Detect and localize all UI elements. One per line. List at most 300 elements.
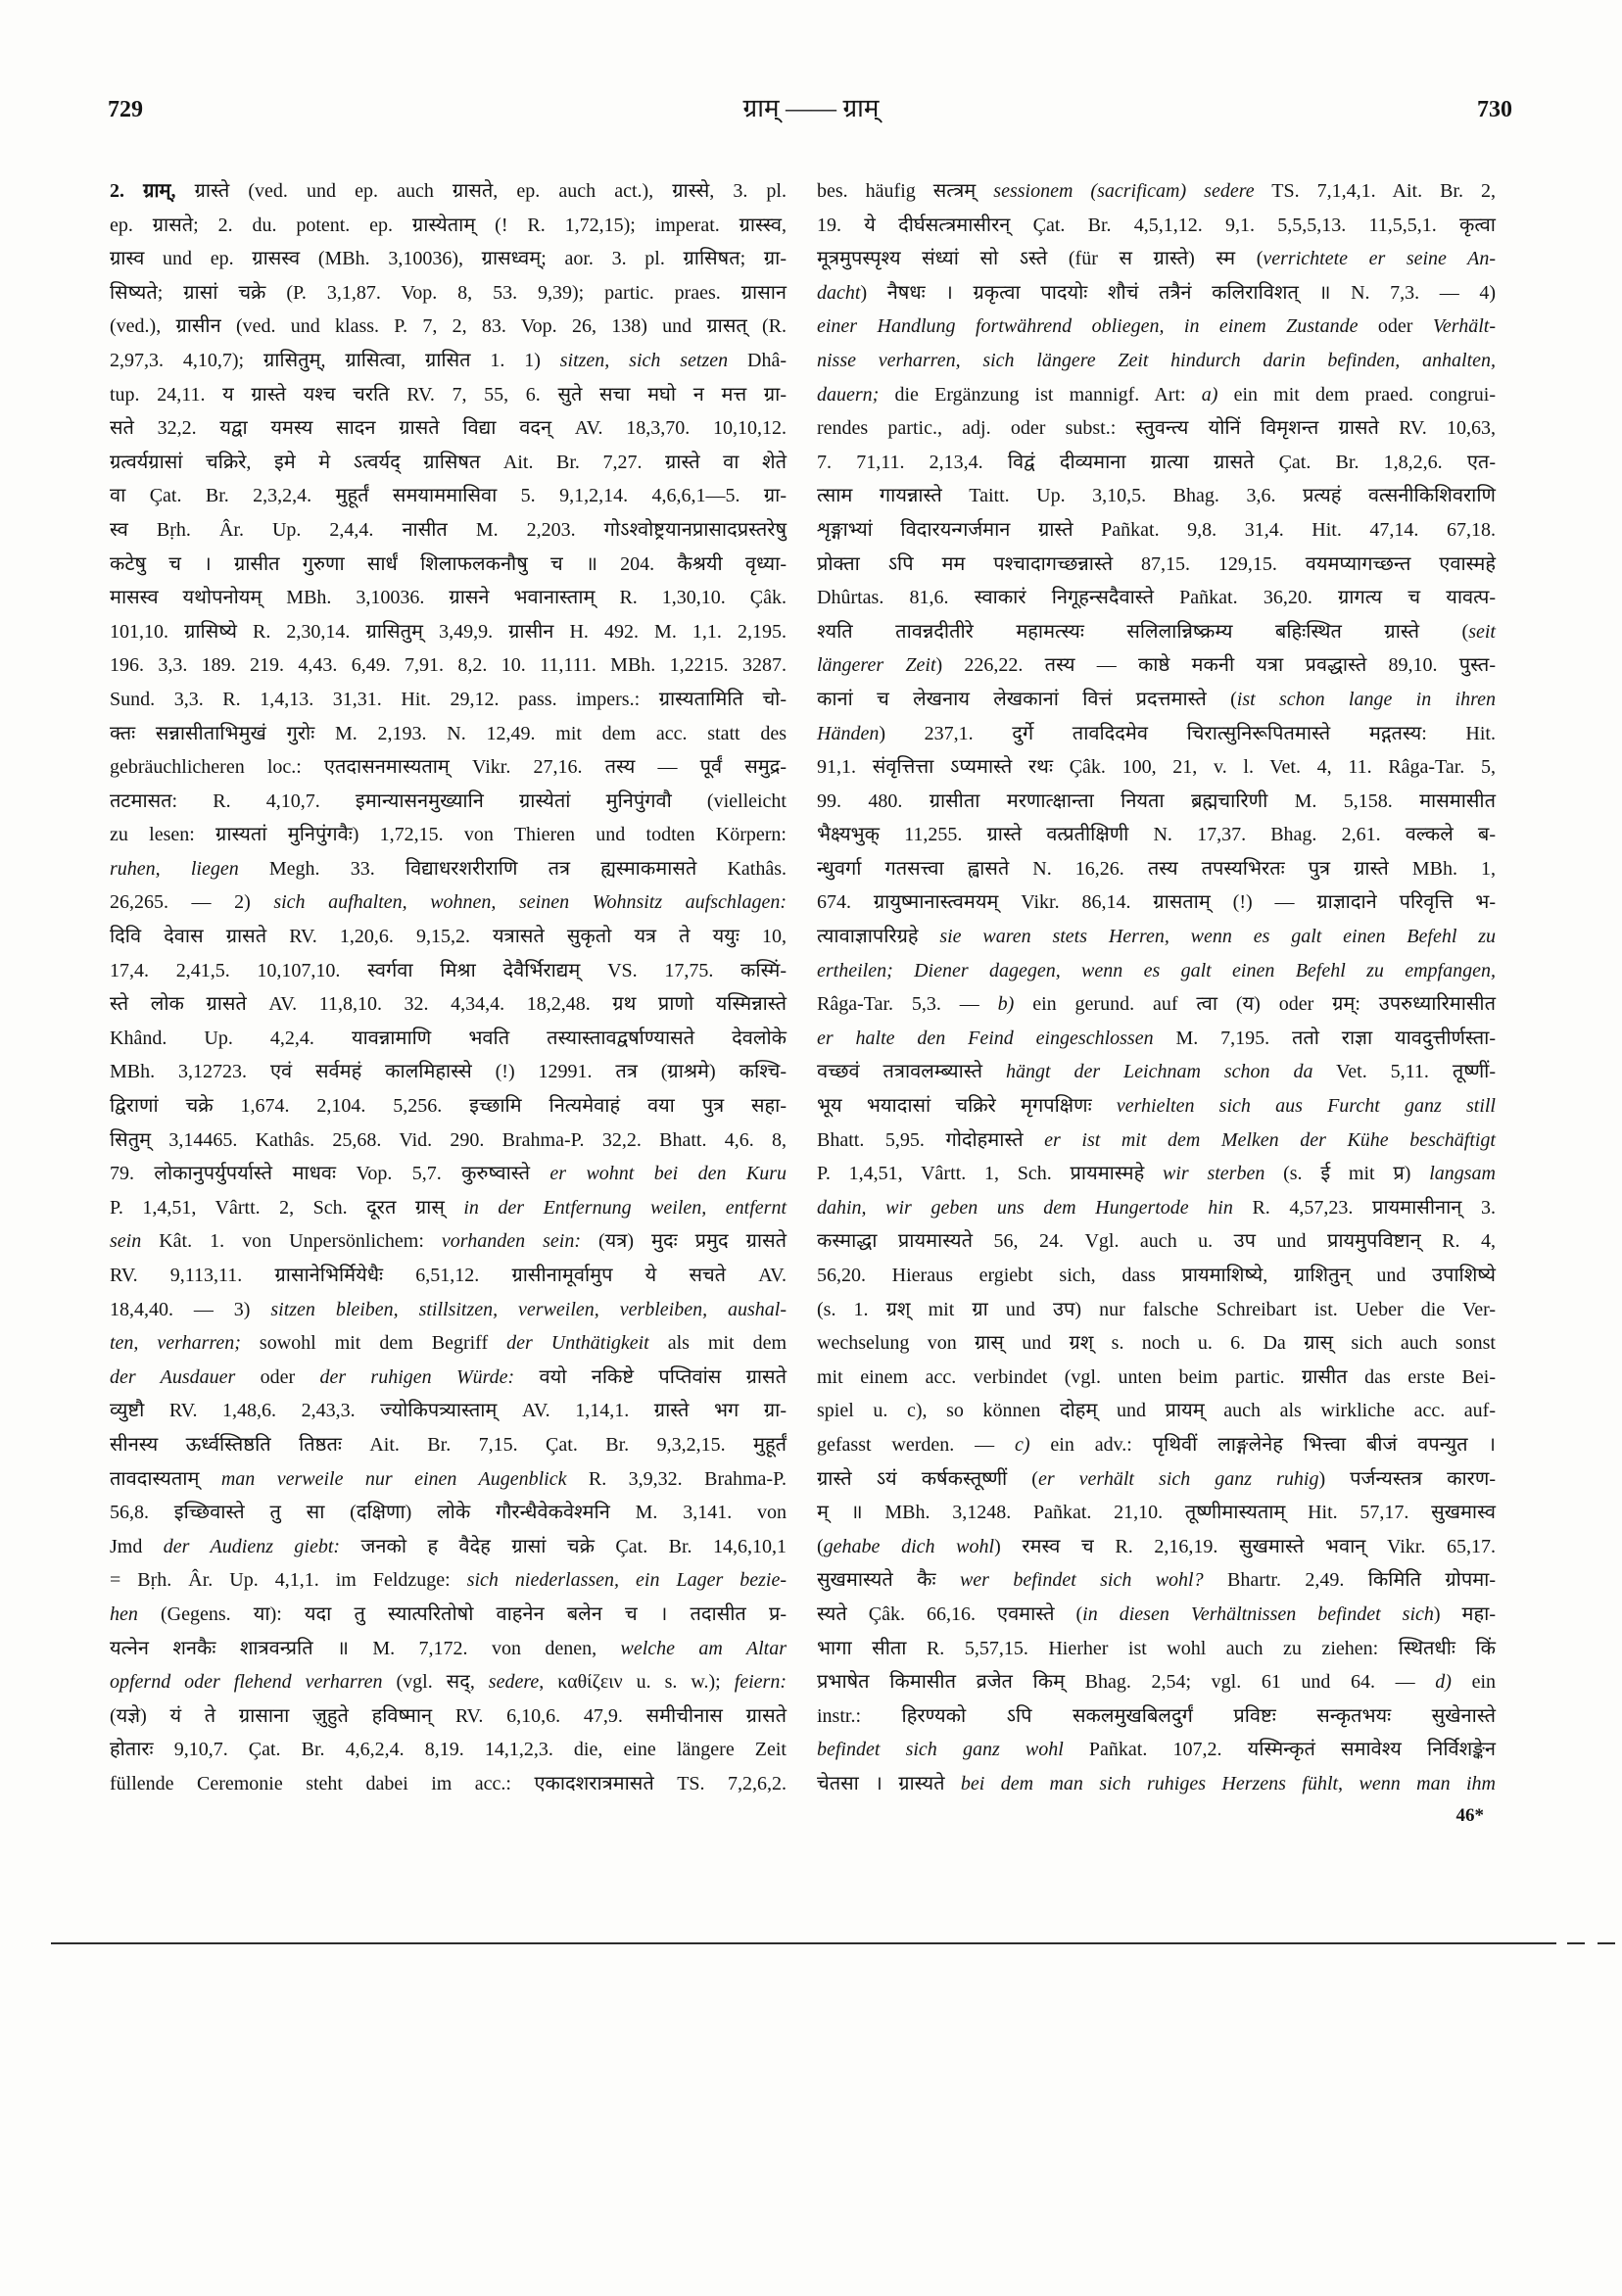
text-run: ein: [1451, 1671, 1496, 1694]
line-content: क्तः सन्नासीताभिमुखं गुरोः M. 2,193. N. 12,49. mit dem acc. statt des: [110, 722, 787, 744]
line-content: gebräuchlicheren loc.: एतदासनमास्यताम् Vikr. 27,16. तस्य — पूर्वं समुद्र-: [110, 756, 787, 779]
text-run: वयो नकिष्टे पप्तिवांस ग्रासते: [514, 1365, 787, 1388]
line-content: [817, 1157, 1496, 1191]
text-line: [110, 513, 787, 548]
text-run: ) पर्जन्यस्तत्र कारण-: [1318, 1467, 1496, 1490]
line-content: न्धुवर्गा गतसत्त्वा ह्वासते N. 16,26. तस्य तपस्यभिरतः पुत्र ग्रास्ते MBh. 1,: [817, 857, 1496, 880]
text-run: 79. लोकानुपर्युपर्यास्ते माधवः Vop. 5,7. कुरुष्वास्ते: [110, 1163, 550, 1185]
text-run: ) नैषधः । ग्रकृत्वा पादयोः शौचं तत्रैनं कलिराविशत् ॥ N. 7,3. — 4): [860, 281, 1496, 304]
line-content: भागा सीता R. 5,57,15. Hierher ist wohl auch zu ziehen: स्थितधीः किं: [817, 1637, 1496, 1659]
text-run: ein mit dem praed. congrui-: [1217, 383, 1496, 406]
text-line: [817, 1530, 1496, 1564]
italic-gloss: der Ausdauer: [110, 1365, 236, 1388]
line-content: [110, 1361, 787, 1395]
line-content: [110, 1191, 787, 1225]
italic-gloss: sedere: [488, 1671, 540, 1694]
line-content: तटमासत: R. 4,10,7. इमान्यासनमुख्यानि ग्रास्येतां मुनिपुंगवौ (vielleicht: [110, 789, 787, 812]
text-line: [817, 683, 1496, 717]
text-line: [110, 1598, 787, 1632]
text-run: सुखमास्यते कैः: [817, 1569, 960, 1592]
text-line: [817, 276, 1496, 311]
text-line: [110, 885, 787, 920]
line-content: [817, 1530, 1496, 1564]
text-line: [110, 378, 787, 412]
text-run: sowohl mit dem Begriff: [240, 1332, 507, 1355]
text-line: [817, 513, 1496, 548]
text-line: [110, 987, 787, 1022]
line-content: स्व Bṛh. Âr. Up. 2,4,4. नासीत M. 2,203. गोऽश्वोष्ट्रयानप्रासादप्रस्तरेषु: [110, 518, 787, 541]
text-run: R. 4,57,23. प्रायमासीनान् 3.: [1232, 1196, 1496, 1219]
italic-gloss: er verhält sich ganz ruhig: [1037, 1467, 1319, 1490]
italic-gloss: Händen: [817, 722, 880, 744]
text-run: P. 1,4,51, Vârtt. 2, Sch. दूरत ग्रास्: [110, 1196, 464, 1219]
text-line: [817, 1089, 1496, 1124]
italic-gloss: dahin, wir geben uns dem Hungertode hin: [817, 1196, 1233, 1219]
line-content: सितुम् 3,14465. Kathâs. 25,68. Vid. 290. Brahma-P. 32,2. Bhatt. 4,6. 8,: [110, 1128, 787, 1151]
text-run: oder: [235, 1365, 320, 1388]
italic-gloss: opfernd oder flehend verharren: [110, 1671, 383, 1694]
left-column: [110, 174, 787, 1801]
text-line: [817, 1563, 1496, 1598]
text-run: स्यते Çâk. 66,16. एवमास्ते (: [817, 1602, 1083, 1625]
text-line: [817, 1055, 1496, 1089]
italic-gloss: sich niederlassen, ein Lager bezie-: [466, 1569, 787, 1592]
italic-gloss: längerer Zeit: [817, 654, 936, 677]
text-line: [817, 1767, 1496, 1801]
text-run: , καθίζειν u. s. w.);: [539, 1671, 735, 1694]
line-content: [817, 920, 1496, 954]
text-line: [110, 1462, 787, 1497]
italic-gloss: ertheilen; Diener dagegen, wenn es galt einen Befehl zu empfangen,: [817, 959, 1496, 981]
text-line: [110, 1563, 787, 1598]
text-run: (vgl. सद्,: [382, 1671, 489, 1694]
text-line: [110, 1767, 787, 1801]
text-run: ) 226,22. तस्य — काष्ठे मकनी यत्रा प्रवद्धास्ते 89,10. पुस्त-: [935, 654, 1496, 677]
text-line: [817, 548, 1496, 582]
text-line: [110, 1191, 787, 1225]
italic-gloss: einer Handlung fortwährend obliegen, in einem Zustande: [817, 315, 1359, 338]
italic-gloss: seit: [1468, 620, 1496, 643]
text-line: [110, 852, 787, 886]
text-line: [817, 1124, 1496, 1158]
text-line: [817, 310, 1496, 344]
text-run: प्रभाषेत किमासीत व्रजेत किम् Bhag. 2,54; vgl. 61 und 64. —: [817, 1671, 1436, 1694]
line-content: सते 32,2. यद्वा यमस्य सादन ग्रासते विद्या वदन् AV. 18,3,70. 10,10,12.: [110, 417, 787, 440]
text-line: [817, 818, 1496, 852]
line-content: [817, 1462, 1496, 1497]
italic-gloss: hängt der Leichnam schon da: [1005, 1061, 1313, 1083]
line-content: [817, 987, 1496, 1022]
text-line: [110, 1089, 787, 1124]
line-content: शृङ्गाभ्यां विदारयन्गर्जमान ग्रास्ते Pañkat. 9,8. 31,4. Hit. 47,14. 67,18.: [817, 518, 1496, 541]
text-line: [110, 310, 787, 344]
text-line: [110, 1530, 787, 1564]
text-run: श्यति तावन्नदीतीरे महामत्स्यः सलिलान्निष्क्रम्य बहिःस्थित ग्रास्ते (: [817, 620, 1469, 643]
line-content: [817, 1089, 1496, 1124]
line-content: मासस्व यथोपनोयम् MBh. 3,10036. ग्रासने भवानास्ताम् R. 1,30,10. Çâk.: [110, 587, 787, 609]
line-content: [817, 1022, 1496, 1056]
text-line: [817, 1361, 1496, 1395]
line-content: ep. ग्रासते; 2. du. potent. ep. ग्रास्येताम् (! R. 1,72,15); imperat. ग्रास्स्व,: [110, 214, 787, 236]
line-content: [817, 1055, 1496, 1089]
text-line: [110, 1428, 787, 1462]
text-line: [110, 1361, 787, 1395]
text-run: ) महा-: [1433, 1602, 1496, 1625]
line-content: [817, 954, 1496, 988]
line-content: spiel u. c), so können दोहम् und प्रायम् auch als wirkliche acc. auf-: [817, 1400, 1496, 1422]
text-line: [110, 548, 787, 582]
line-content: instr.: हिरण्यको ऽपि सकलमुखबिलदुर्गं प्रविष्टः सन्कृतभयः सुखेनास्ते: [817, 1704, 1496, 1727]
line-content: [817, 378, 1496, 412]
text-line: [110, 446, 787, 480]
text-run: = Bṛh. Âr. Up. 4,1,1. im Feldzuge:: [110, 1569, 467, 1592]
italic-gloss: welche am Altar: [620, 1637, 787, 1659]
text-run: चेतसा । ग्रास्यते: [817, 1772, 961, 1794]
line-content: 56,8. इच्छिवास्ते तु सा (दक्षिणा) लोके गौरन्धैवेकवेश्मनि M. 3,141. von: [110, 1502, 787, 1524]
text-run: (: [817, 1535, 824, 1557]
line-content: प्रोक्ता ऽपि मम पश्चादागच्छन्नास्ते 87,15. 129,15. वयमप्यागच्छन्त एवास्महे: [817, 552, 1496, 575]
text-line: [110, 717, 787, 751]
text-line: [110, 1326, 787, 1361]
line-content: füllende Ceremonie steht dabei im acc.: एकादशरात्रमासते TS. 7,2,6,2.: [110, 1772, 787, 1794]
bottom-rule-dash: [1567, 1942, 1585, 1944]
line-content: [817, 1767, 1496, 1801]
text-line: [817, 479, 1496, 513]
italic-gloss: ruhen, liegen: [110, 857, 239, 880]
italic-gloss: sie waren stets Herren, wenn es galt einen Befehl zu: [939, 926, 1496, 948]
text-line: [110, 920, 787, 954]
line-content: [817, 615, 1496, 649]
italic-gloss: der Unthätigkeit: [506, 1332, 649, 1355]
italic-gloss: nisse verharren, sich längere Zeit hindurch darin befinden, anhalten,: [817, 349, 1496, 371]
italic-gloss: ten, verharren;: [110, 1332, 241, 1355]
text-line: [817, 1428, 1496, 1462]
line-content: 99. 480. ग्रासीता मरणात्क्षान्ता नियता ब्रह्मचारिणी M. 5,158. मासमासीत: [817, 789, 1496, 812]
line-content: व्युष्टौ RV. 1,48,6. 2,43,3. ज्योकिपत्र्यास्ताम् AV. 1,14,1. ग्रास्ते भग ग्रा-: [110, 1400, 787, 1422]
line-content: [110, 1530, 787, 1564]
page-number-left: 729: [108, 97, 143, 122]
line-content: 101,10. ग्रासिष्ये R. 2,30,14. ग्रासितुम् 3,49,9. ग्रासीन H. 492. M. 1,1. 2,195.: [110, 620, 787, 643]
text-run: bes. häufig सत्त्रम्: [817, 180, 994, 202]
line-content: म् ॥ MBh. 3,1248. Pañkat. 21,10. तूष्णीमास्यताम् Hit. 57,17. सुखमास्व: [817, 1502, 1496, 1524]
italic-gloss: wer befindet sich wohl?: [959, 1569, 1204, 1592]
italic-gloss: der Audienz giebt:: [163, 1535, 341, 1557]
text-line: [817, 1733, 1496, 1767]
text-run: oder: [1358, 315, 1433, 338]
text-line: [110, 1632, 787, 1666]
text-line: [817, 1224, 1496, 1259]
italic-gloss: befindet sich ganz wohl: [817, 1739, 1064, 1761]
text-line: [110, 683, 787, 717]
text-line: [817, 717, 1496, 751]
line-content: [817, 717, 1496, 751]
line-content: दिवि देवास ग्रासते RV. 1,20,6. 9,15,2. यत्रासते सुकृतो यत्र ते ययुः 10,: [110, 926, 787, 948]
text-line: [110, 648, 787, 683]
text-line: [110, 209, 787, 243]
italic-gloss: sitzen, sich setzen: [559, 349, 729, 371]
text-run: 26,265. — 2): [110, 891, 274, 914]
text-run: als mit dem: [648, 1332, 787, 1355]
text-line: [817, 1632, 1496, 1666]
line-content: 19. ये दीर्घसत्त्रमासीरन् Çat. Br. 4,5,1,12. 9,1. 5,5,5,13. 11,5,5,1. कृत्वा: [817, 214, 1496, 236]
text-line: [817, 1394, 1496, 1428]
text-line: [817, 987, 1496, 1022]
text-line: [817, 1022, 1496, 1056]
text-run: Bhartr. 2,49. किमिति ग्रोपमा-: [1203, 1569, 1496, 1592]
text-line: [110, 785, 787, 819]
line-content: [817, 1598, 1496, 1632]
text-line: [817, 1157, 1496, 1191]
text-run: ग्रास्ते (ved. und ep. auch ग्रासते, ep. auch act.), ग्रास्से, 3. pl.: [175, 180, 787, 202]
text-run: Megh. 33. विद्याधरशरीराणि तत्र ह्यस्माकमासते Kathâs.: [238, 857, 787, 880]
italic-gloss: d): [1435, 1671, 1452, 1694]
text-run: 2,97,3. 4,10,7); ग्रासितुम्, ग्रासित्वा, ग्रासित 1. 1): [110, 349, 560, 371]
italic-gloss: wir sterben: [1162, 1163, 1265, 1185]
text-line: [817, 1699, 1496, 1734]
line-content: [817, 310, 1496, 344]
text-run: Bhatt. 5,95. गोदोहमास्ते: [817, 1128, 1045, 1151]
text-line: [110, 1055, 787, 1089]
line-content: कस्माद्धा प्रायमास्यते 56, 24. Vgl. auch u. उप und प्रायमुपविष्टान् R. 4,: [817, 1230, 1496, 1253]
text-run: Dhâ-: [728, 349, 787, 371]
line-content: होतारः 9,10,7. Çat. Br. 4,6,2,4. 8,19. 14,1,2,3. die, eine längere Zeit: [110, 1739, 787, 1761]
italic-gloss: sich aufhalten, wohnen, seinen Wohnsitz aufschlagen:: [273, 891, 787, 914]
line-content: 7. 71,11. 2,13,4. विद्वं दीव्यमाना ग्रात्या ग्रासते Çat. Br. 1,8,2,6. एत-: [817, 451, 1496, 473]
italic-gloss: sein: [110, 1230, 142, 1253]
line-content: 91,1. संवृत्तित्ता ऽप्यमास्ते रथः Çâk. 100, 21, v. l. Vet. 4, 11. Râga-Tar. 5,: [817, 756, 1496, 779]
text-run: ) 237,1. दुर्गे तावदिदमेव चिरात्सुनिरूपितमास्ते मद्गतस्य: Hit.: [879, 722, 1496, 744]
text-run: यत्नेन शनकैः शात्रवन्प्रति ॥ M. 7,172. von denen,: [110, 1637, 621, 1659]
text-run: (Gegens. या): यदा तु स्यात्परितोषो वाहनेन बलेन च । तदासीत प्र-: [137, 1602, 787, 1625]
text-run: त्यावाज्ञापरिग्रहे: [817, 926, 940, 948]
text-run: Vet. 5,11. तूष्णीं-: [1312, 1061, 1496, 1083]
line-content: 56,20. Hieraus ergiebt sich, dass प्रायमाशिष्ये, ग्राशितुन् und उपाशिष्ये: [817, 1265, 1496, 1286]
line-content: [817, 276, 1496, 311]
line-content: wechselung von ग्रास् und ग्रश् s. noch u. 6. Da ग्रास् sich auch sonst: [817, 1332, 1496, 1355]
text-run: 18,4,40. — 3): [110, 1298, 271, 1320]
text-line: [110, 615, 787, 649]
italic-gloss: Verhält-: [1432, 315, 1496, 338]
italic-gloss: in der Entfernung weilen, entfernt: [463, 1196, 787, 1219]
line-content: सिष्यते; ग्रासां चक्रे (P. 3,1,87. Vop. 8, 53. 9,39); partic. praes. ग्रासान: [110, 281, 787, 304]
italic-gloss: er ist mit dem Melken der Kühe beschäftigt: [1044, 1128, 1496, 1151]
text-line: [817, 954, 1496, 988]
line-content: [817, 344, 1496, 378]
italic-gloss: in diesen Verhältnissen befindet sich: [1082, 1602, 1434, 1625]
text-line: [110, 242, 787, 276]
text-line: [817, 174, 1496, 209]
text-line: [817, 648, 1496, 683]
line-content: [110, 885, 787, 920]
line-content: त्साम गायन्नास्ते Taitt. Up. 3,10,5. Bhag. 3,6. प्रत्यहं वत्सनीकिशिवराणि: [817, 485, 1496, 507]
line-content: Dhûrtas. 81,6. स्वाकारं निगूहन्सदैवास्ते Pañkat. 36,20. ग्रागत्य च यावत्प-: [817, 587, 1496, 609]
line-content: [817, 1428, 1496, 1462]
text-run: जनको ह वैदेह ग्रासां चक्रे Çat. Br. 14,6,10,1: [340, 1535, 787, 1557]
text-line: [817, 615, 1496, 649]
running-head: ग्राम् —— ग्राम्: [742, 94, 880, 122]
line-content: [110, 1665, 787, 1699]
line-content: 196. 3,3. 189. 219. 4,43. 6,49. 7,91. 8,2. 10. 11,111. MBh. 1,2215. 3287.: [110, 654, 787, 677]
italic-gloss: dauern;: [817, 383, 880, 406]
text-line: [817, 785, 1496, 819]
italic-gloss: langsam: [1429, 1163, 1496, 1185]
text-line: [110, 1124, 787, 1158]
text-run: Jmd: [110, 1535, 164, 1557]
text-run: Râga-Tar. 5,3. —: [817, 993, 998, 1016]
line-content: [110, 852, 787, 886]
line-content: Khând. Up. 4,2,4. यावन्नामाणि भवति तस्यास्तावद्वर्षाण्यासते देवलोके: [110, 1027, 787, 1049]
text-run: ) रमस्व च R. 2,16,19. सुखमास्ते भवान् Vikr. 65,17.: [994, 1535, 1496, 1557]
italic-gloss: dacht: [817, 281, 861, 304]
text-line: [110, 1699, 787, 1734]
italic-gloss: sitzen bleiben, stillsitzen, verweilen, verbleiben, aushal-: [270, 1298, 787, 1320]
text-line: [110, 1157, 787, 1191]
text-line: [110, 1259, 787, 1293]
text-line: [817, 411, 1496, 446]
line-content: भैक्ष्यभुक् 11,255. ग्रास्ते वत्प्रतीक्षिणी N. 17,37. Bhag. 2,61. वल्कले ब-: [817, 824, 1496, 846]
line-content: [817, 1733, 1496, 1767]
line-content: [110, 174, 787, 209]
line-content: RV. 9,113,11. ग्रासानेभिर्मियेधैः 6,51,12. ग्रासीनामूर्वामुप ये सचते AV.: [110, 1265, 787, 1286]
text-line: [817, 1665, 1496, 1699]
text-line: [110, 411, 787, 446]
line-content: [110, 1326, 787, 1361]
line-content: [110, 1224, 787, 1259]
line-content: 674. ग्रायुष्मानास्त्वमयम् Vikr. 86,14. ग्रासताम् (!) — ग्राज्ञादाने परिवृत्ति भ-: [817, 891, 1496, 914]
text-line: [110, 818, 787, 852]
text-run: कानां च लेखनाय लेखकानां वित्तं प्रदत्तमास्ते (: [817, 688, 1237, 710]
text-run: मूत्रमुपस्पृश्य संध्यां सो ऽस्ते (für स ग्रास्ते) स्म (: [817, 248, 1264, 270]
text-run: ein adv.: पृथिवीं लाङ्गलेनेह भित्त्वा बीजं वपन्युत ।: [1029, 1433, 1496, 1456]
line-content: rendes partic., adj. oder subst.: स्तुवन्त्य योनिं विमृशन्त ग्रासते RV. 10,63,: [817, 417, 1496, 440]
italic-gloss: a): [1201, 383, 1218, 406]
page-number-right: 730: [1477, 97, 1512, 122]
italic-gloss: gehabe dich wohl: [823, 1535, 995, 1557]
text-run: (s. ई mit प्र): [1264, 1163, 1430, 1185]
line-content: [110, 1632, 787, 1666]
italic-gloss: vorhanden sein:: [441, 1230, 582, 1253]
line-content: [817, 1124, 1496, 1158]
line-content: ग्रास्व und ep. ग्रासस्व (MBh. 3,10036), ग्रासध्वम्; aor. 3. pl. ग्रासिषत; ग्रा-: [110, 248, 787, 270]
text-line: [110, 1733, 787, 1767]
text-line: [110, 479, 787, 513]
line-content: (s. 1. ग्रश् mit ग्रा und उप) nur falsche Schreibart ist. Ueber die Ver-: [817, 1298, 1496, 1320]
line-content: [110, 1157, 787, 1191]
text-run: तावदास्यताम्: [110, 1467, 221, 1490]
line-content: tup. 24,11. य ग्रास्ते यश्च चरति RV. 7, 55, 6. सुते सचा मघो न मत्त ग्रा-: [110, 383, 787, 406]
line-content: कटेषु च । ग्रासीत गुरुणा सार्धं शिलाफलकनौषु च ॥ 204. कैश्रयी वृध्या-: [110, 552, 787, 575]
text-run: M. 7,195. ततो राज्ञा यावदुत्तीर्णस्ता-: [1153, 1027, 1496, 1049]
italic-gloss: c): [1015, 1433, 1030, 1456]
line-content: सीनस्य ऊर्ध्वस्तिष्ठति तिष्ठतः Ait. Br. 7,15. Çat. Br. 9,3,2,15. मुहूर्तं: [110, 1433, 787, 1456]
line-content: 17,4. 2,41,5. 10,107,10. स्वर्गवा मिश्रा देवैर्भिराद्यम् VS. 17,75. कस्मिं-: [110, 959, 787, 981]
bottom-rule: [51, 1942, 1556, 1944]
line-content: zu lesen: ग्रास्यतां मुनिपुंगवैः) 1,72,15. von Thieren und todten Körpern:: [110, 824, 787, 846]
line-content: वा Çat. Br. 2,3,2,4. मुहूर्तं समयाममासिवा 5. 9,1,2,14. 4,6,6,1—5. ग्रा-: [110, 485, 787, 507]
headword: 2. ग्राम्,: [110, 180, 176, 202]
text-line: [817, 1496, 1496, 1530]
text-run: भूय भयादासां चक्रिरे मृगपक्षिणः: [817, 1095, 1117, 1118]
line-content: द्विराणां चक्रे 1,674. 2,104. 5,256. इच्छामि नित्यमेवाहं वया पुत्र सहा-: [110, 1095, 787, 1118]
line-content: [110, 1598, 787, 1632]
text-line: [110, 1224, 787, 1259]
text-line: [817, 242, 1496, 276]
line-content: [817, 648, 1496, 683]
italic-gloss: b): [997, 993, 1015, 1016]
text-run: R. 3,9,32. Brahma-P.: [566, 1467, 787, 1490]
text-line: [817, 920, 1496, 954]
line-content: mit einem acc. verbindet (vgl. unten beim partic. ग्रासीत das erste Bei-: [817, 1365, 1496, 1388]
text-line: [817, 378, 1496, 412]
text-run: ग्रास्ते ऽयं कर्षकस्तूष्णीं (: [817, 1467, 1038, 1490]
text-line: [817, 1598, 1496, 1632]
italic-gloss: der ruhigen Würde:: [319, 1365, 515, 1388]
text-run: Pañkat. 107,2. यस्मिन्कृतं समावेश्य निर्विशङ्केन: [1063, 1739, 1496, 1761]
text-line: [817, 1462, 1496, 1497]
italic-gloss: man verweile nur einen Augenblick: [220, 1467, 567, 1490]
line-content: [817, 242, 1496, 276]
text-line: [110, 1022, 787, 1056]
text-line: [817, 446, 1496, 480]
bottom-rule-dash: [1598, 1942, 1615, 1944]
italic-gloss: verhielten sich aus Furcht ganz still: [1116, 1095, 1496, 1118]
text-line: [110, 1293, 787, 1327]
text-line: [817, 209, 1496, 243]
text-line: [817, 750, 1496, 785]
text-run: ein gerund. auf त्वा (य) oder ग्रम्: उपरुध्यारिमासीत: [1014, 993, 1496, 1016]
text-line: [817, 885, 1496, 920]
italic-gloss: er wohnt bei den Kuru: [549, 1163, 787, 1185]
text-line: [110, 1496, 787, 1530]
line-content: [110, 344, 787, 378]
text-run: die Ergänzung ist mannigf. Art:: [879, 383, 1202, 406]
text-line: [817, 1326, 1496, 1361]
text-run: TS. 7,1,4,1. Ait. Br. 2,: [1254, 180, 1496, 202]
text-line: [817, 344, 1496, 378]
text-line: [110, 1394, 787, 1428]
line-content: ग्रत्वर्यग्रासां चक्रिरे, इमे मे ऽत्वर्यद् ग्रासिषत Ait. Br. 7,27. ग्रास्ते वा शेते: [110, 451, 787, 473]
line-content: [817, 1665, 1496, 1699]
italic-gloss: verrichtete er seine An-: [1263, 248, 1496, 270]
text-line: [110, 954, 787, 988]
text-line: [817, 1259, 1496, 1293]
line-content: [817, 683, 1496, 717]
italic-gloss: er halte den Feind eingeschlossen: [817, 1027, 1154, 1049]
italic-gloss: sessionem (sacrificam) sedere: [993, 180, 1255, 202]
text-line: [110, 581, 787, 615]
text-line: [110, 1665, 787, 1699]
text-line: [817, 1191, 1496, 1225]
text-run: (यत्र) मुदः प्रमुद ग्रासते: [581, 1230, 787, 1253]
italic-gloss: feiern:: [734, 1671, 787, 1694]
line-content: [817, 1191, 1496, 1225]
italic-gloss: bei dem man sich ruhiges Herzens fühlt, wenn man ihm: [960, 1772, 1496, 1794]
line-content: [110, 1563, 787, 1598]
text-line: [110, 344, 787, 378]
text-run: वच्छवं तत्रावलम्ब्यास्ते: [817, 1061, 1006, 1083]
text-line: [110, 276, 787, 311]
text-line: [817, 581, 1496, 615]
line-content: (यज्ञे) यं ते ग्रासाना ज़ुहुते हविष्मान् RV. 6,10,6. 47,9. समीचीनास ग्रासते: [110, 1704, 787, 1727]
line-content: स्ते लोक ग्रासते AV. 11,8,10. 32. 4,34,4. 18,2,48. ग्रथ प्राणो यस्मिन्नास्ते: [110, 993, 787, 1016]
line-content: [817, 174, 1496, 209]
text-run: gefasst werden. —: [817, 1433, 1015, 1456]
text-line: [817, 1293, 1496, 1327]
italic-gloss: hen: [110, 1602, 138, 1625]
line-content: [110, 1293, 787, 1327]
text-run: Kât. 1. von Unpersönlichem:: [141, 1230, 442, 1253]
text-run: P. 1,4,51, Vârtt. 1, Sch. प्रायमास्महे: [817, 1163, 1163, 1185]
